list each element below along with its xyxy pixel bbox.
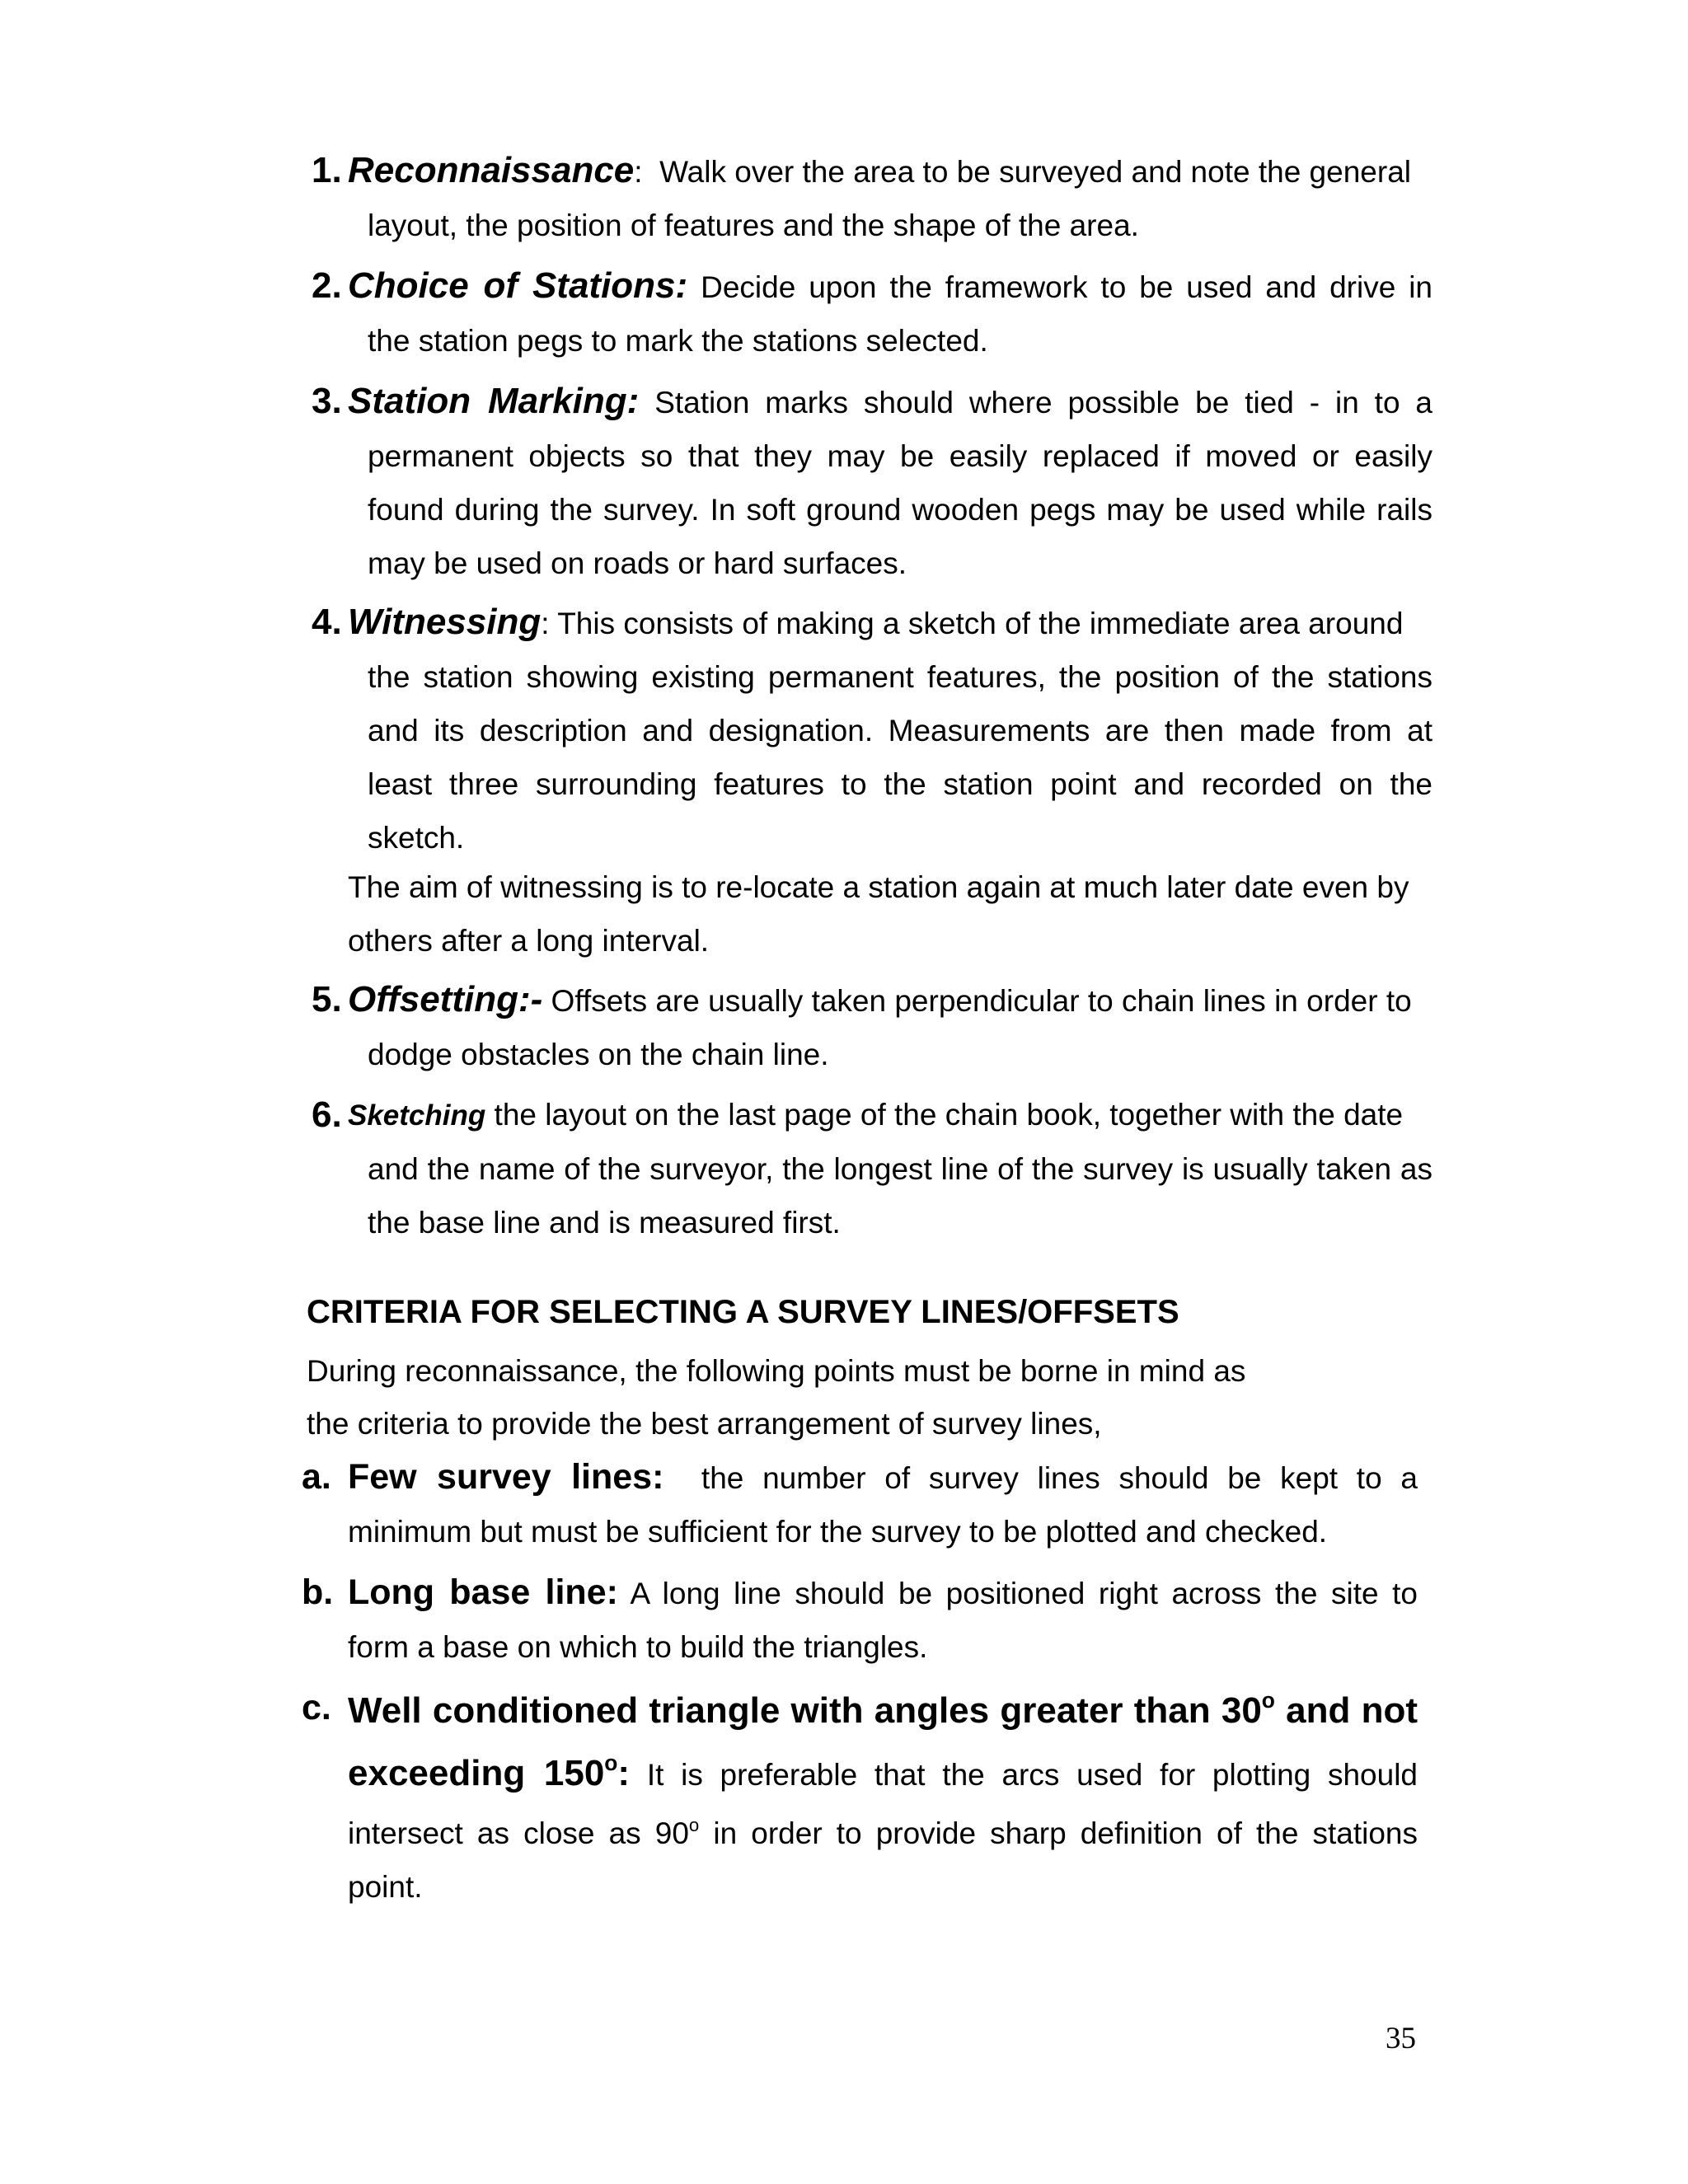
criteria-letter: b. — [302, 1572, 334, 1612]
item-first-line: This consists of making a sketch of the immediate area around — [557, 607, 1404, 640]
item-text: layout, the position of features and the shape of the area. — [368, 209, 1139, 242]
page-number: 35 — [1386, 2022, 1416, 2055]
item-text: the station showing existing permanent features, the position of the stations and its description and designation. Measurements are then made from at least three surrounding features to the station point and recorded on the sketch. — [368, 660, 1432, 855]
criteria-item-long-base-line — [302, 1566, 1418, 1674]
list-item-witnessing — [312, 595, 1432, 865]
criteria-first-line: It is preferable that the arcs used for plotting should — [646, 1758, 1418, 1792]
list-item-reconnaissance — [312, 143, 1432, 252]
item-first-line: Offsets are usually taken perpendicular to chain lines in order to — [551, 984, 1412, 1018]
list-item-offsetting — [312, 972, 1432, 1081]
item-number: 1. — [312, 150, 342, 190]
section-heading: CRITERIA FOR SELECTING A SURVEY LINES/OFFSETS — [307, 1294, 1179, 1330]
item-term: Offsetting:- — [348, 979, 543, 1019]
item-term: Sketching — [348, 1099, 486, 1132]
item-text: dodge obstacles on the chain line. — [368, 1038, 829, 1071]
criteria-term: Few survey lines: — [348, 1457, 664, 1497]
item-first-line: the layout on the last page of the chain book, together with the date — [494, 1098, 1404, 1132]
list-item-sketching — [312, 1088, 1432, 1249]
criteria-term: Well conditioned triangle with angles greater than 30$^o$ and not — [348, 1688, 1418, 1731]
criteria-text: intersect as close as 90$^o$ in order to provide sharp definition of the stations point. — [348, 1814, 1418, 1904]
item-first-line: Decide upon the framework to be used and drive in — [701, 270, 1432, 304]
criteria-text: minimum but must be sufficient for the survey to be plotted and checked. — [348, 1515, 1328, 1549]
criteria-item-well-conditioned-triangle — [302, 1681, 1418, 1914]
item-text: permanent objects so that they may be easily replaced if moved or easily found during the survey. In soft ground wooden pegs may be used while rails may be used on roads or hard surfaces. — [368, 439, 1432, 580]
section-intro — [307, 1345, 1378, 1451]
intro-line: the criteria to provide the best arrangement of survey lines, — [307, 1407, 1102, 1441]
item-number: 6. — [312, 1094, 342, 1135]
item-number: 2. — [312, 265, 342, 306]
list-item-choice-of-stations — [312, 259, 1432, 368]
list-item-station-marking — [312, 374, 1432, 590]
intro-line: During reconnaissance, the following points must be borne in mind as — [307, 1354, 1246, 1388]
term-separator: : — [634, 155, 643, 189]
criteria-letter: a. — [302, 1457, 331, 1497]
term-separator: : — [541, 607, 550, 640]
item-term: Reconnaissance — [348, 150, 635, 190]
criteria-term: Long base line: — [348, 1572, 618, 1612]
criteria-first-line: the number of survey lines should be kept to a — [701, 1461, 1418, 1495]
item-term: Choice of Stations: — [348, 265, 688, 306]
item-number: 3. — [312, 381, 342, 421]
item-term: Witnessing — [348, 602, 542, 642]
item-first-line: Walk over the area to be surveyed and note the general — [659, 155, 1411, 189]
item-first-line: Station marks should where possible be tied - in to a — [654, 386, 1432, 419]
criteria-letter: c. — [302, 1688, 331, 1727]
criteria-text: form a base on which to build the triangles. — [348, 1630, 928, 1664]
item-number: 4. — [312, 602, 342, 642]
criteria-term-continued: exceeding 150$^o$: — [348, 1750, 631, 1793]
item-term: Station Marking: — [348, 381, 640, 421]
item-text: the station pegs to mark the stations selected. — [368, 324, 988, 358]
item-text: and the name of the surveyor, the longest line of the survey is usually taken as the base line and is measured first. — [368, 1152, 1432, 1240]
criteria-item-few-survey-lines — [302, 1451, 1418, 1558]
witnessing-note: The aim of witnessing is to re-locate a station again at much later date even by others after a long interval. — [348, 870, 1409, 958]
item-number: 5. — [312, 979, 342, 1019]
criteria-first-line: A long line should be positioned right across the site to — [630, 1577, 1418, 1610]
